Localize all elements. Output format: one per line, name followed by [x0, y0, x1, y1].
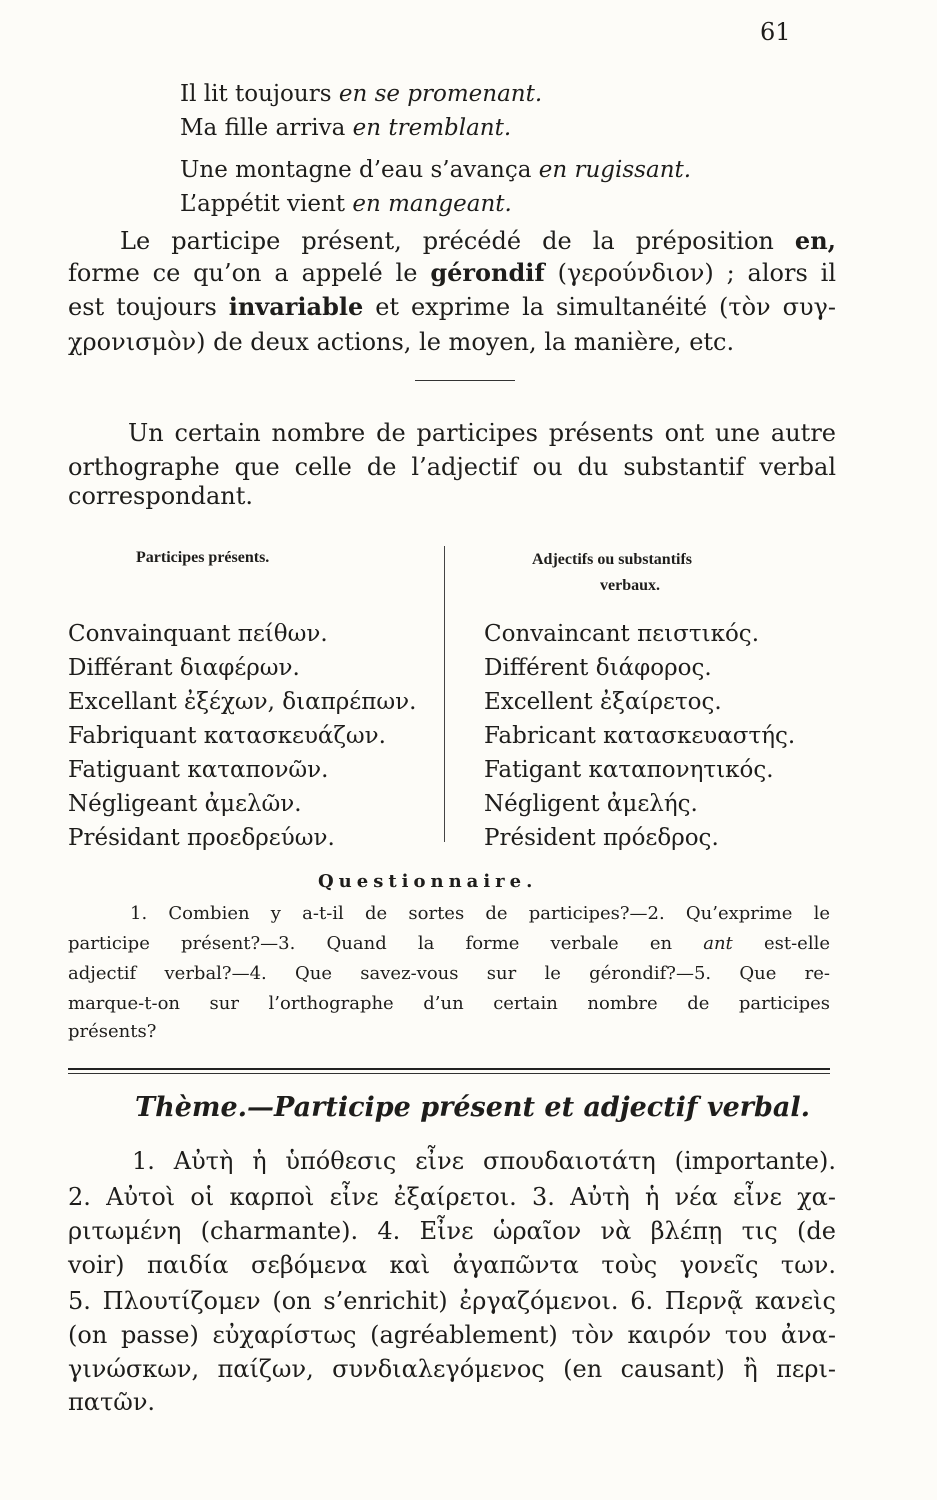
example-text: L’appétit vient: [180, 191, 353, 217]
text: (γερούνδιον) ; alors il: [544, 259, 837, 287]
questionnaire-line: adjectif verbal?—4. Que savez-vous sur le gérondif?—5. Que re-: [68, 963, 830, 984]
table-cell: Différant διαφέρων.: [68, 655, 300, 681]
page-number: 61: [760, 18, 791, 46]
theme-line: ριτωμένη (charmante). 4. Εἶνε ὡραῖον νὰ βλέπῃ τις (de: [68, 1217, 836, 1245]
example-text: Il lit toujours: [180, 81, 339, 107]
example-line: [180, 114, 511, 142]
questionnaire-line: marque-t-on sur l’orthographe d’un certain nombre de participes: [68, 993, 830, 1014]
theme-title: Thème.—Participe présent et adjectif verbal.: [135, 1092, 811, 1123]
paragraph-line: [68, 292, 836, 322]
bold-text: invariable: [228, 292, 364, 321]
divider: [415, 380, 515, 381]
right-header: Adjectifs ou substantifs: [532, 551, 693, 568]
right-header: verbaux.: [600, 577, 660, 594]
italic-text: ant: [703, 933, 733, 954]
paragraph-line: Un certain nombre de participes présents ont une autre: [128, 419, 836, 447]
table-cell: Présidant προεδρεύων.: [68, 825, 335, 851]
theme-line: 2. Αὐτοὶ οἱ καρποὶ εἶνε ἐξαίρετοι. 3. Αὐτὴ ἡ νέα εἶνε χα-: [68, 1183, 836, 1211]
theme-line: 1. Αὐτὴ ἡ ὑπόθεσις εἶνε σπουδαιοτάτη (importante).: [132, 1147, 836, 1175]
example-line: [180, 80, 542, 108]
table-cell: Fatiguant καταπονῶν.: [68, 757, 329, 783]
example-text: Une montagne d’eau s’avança: [180, 157, 539, 183]
text: Le participe présent, précédé de la préposition: [120, 227, 795, 255]
table-cell: Président πρόεδρος.: [484, 825, 719, 851]
table-cell: Différent διάφορος.: [484, 655, 712, 681]
example-italic: en tremblant.: [352, 115, 512, 141]
example-italic: en mangeant.: [352, 191, 512, 217]
table-cell: Fabricant κατασκευαστής.: [484, 723, 796, 749]
example-text: Ma fille arriva: [180, 115, 353, 141]
paragraph-line: correspondant.: [68, 482, 254, 510]
table-cell: Négligent ἀμελής.: [484, 791, 698, 817]
example-italic: en rugissant.: [538, 157, 692, 183]
questionnaire-line: présents?: [68, 1021, 157, 1042]
example-line: [180, 156, 691, 184]
paragraph-line: χρονισμὸν) de deux actions, le moyen, la manière, etc.: [68, 328, 735, 356]
text: participe présent?—3. Quand la forme verbale en: [68, 933, 704, 954]
table-cell: Convaincant πειστικός.: [484, 621, 760, 647]
table-cell: Fatigant καταπονητικός.: [484, 757, 774, 783]
theme-line: γινώσκων, παίζων, συνδιαλεγόμενος (en causant) ἢ περι-: [68, 1355, 836, 1383]
column-divider: [444, 546, 445, 842]
text: est toujours: [68, 293, 229, 321]
theme-line: 5. Πλουτίζομεν (on s’enrichit) ἐργαζόμενοι. 6. Περνᾷ κανεὶς: [68, 1287, 836, 1315]
bold-text: en,: [794, 226, 836, 255]
table-cell: Excellant ἐξέχων, διαπρέπων.: [68, 689, 417, 715]
questionnaire-line: [68, 932, 830, 956]
theme-line: voir) παιδία σεβόμενα καὶ ἀγαπῶντα τοὺς γονεῖς των.: [68, 1251, 836, 1279]
paragraph-line: [120, 226, 836, 256]
paragraph-line: [68, 258, 836, 288]
section-rule: [68, 1068, 830, 1070]
text: est-elle: [732, 933, 830, 954]
text: forme ce qu’on a appelé le: [68, 259, 431, 287]
text: et exprime la simultanéité (τὸν συγ-: [363, 293, 836, 321]
bold-text: gérondif: [430, 258, 545, 287]
table-cell: Convainquant πείθων.: [68, 621, 328, 647]
table-cell: Fabriquant κατασκευάζων.: [68, 723, 386, 749]
example-line: [180, 190, 512, 218]
questionnaire-line: 1. Combien y a-t-il de sortes de participes?—2. Qu’exprime le: [130, 903, 830, 924]
table-cell: Négligeant ἀμελῶν.: [68, 791, 302, 817]
theme-line: (on passe) εὐχαρίστως (agréablement) τὸν καιρόν του ἀνα-: [68, 1321, 836, 1349]
theme-line: πατῶν.: [68, 1388, 156, 1416]
section-rule: [68, 1073, 830, 1074]
example-italic: en se promenant.: [338, 81, 543, 107]
left-header: Participes présents.: [136, 549, 270, 566]
table-cell: Excellent ἐξαίρετος.: [484, 689, 722, 715]
paragraph-line: orthographe que celle de l’adjectif ou du substantif verbal: [68, 453, 836, 481]
questionnaire-title: Questionnaire.: [318, 871, 538, 892]
